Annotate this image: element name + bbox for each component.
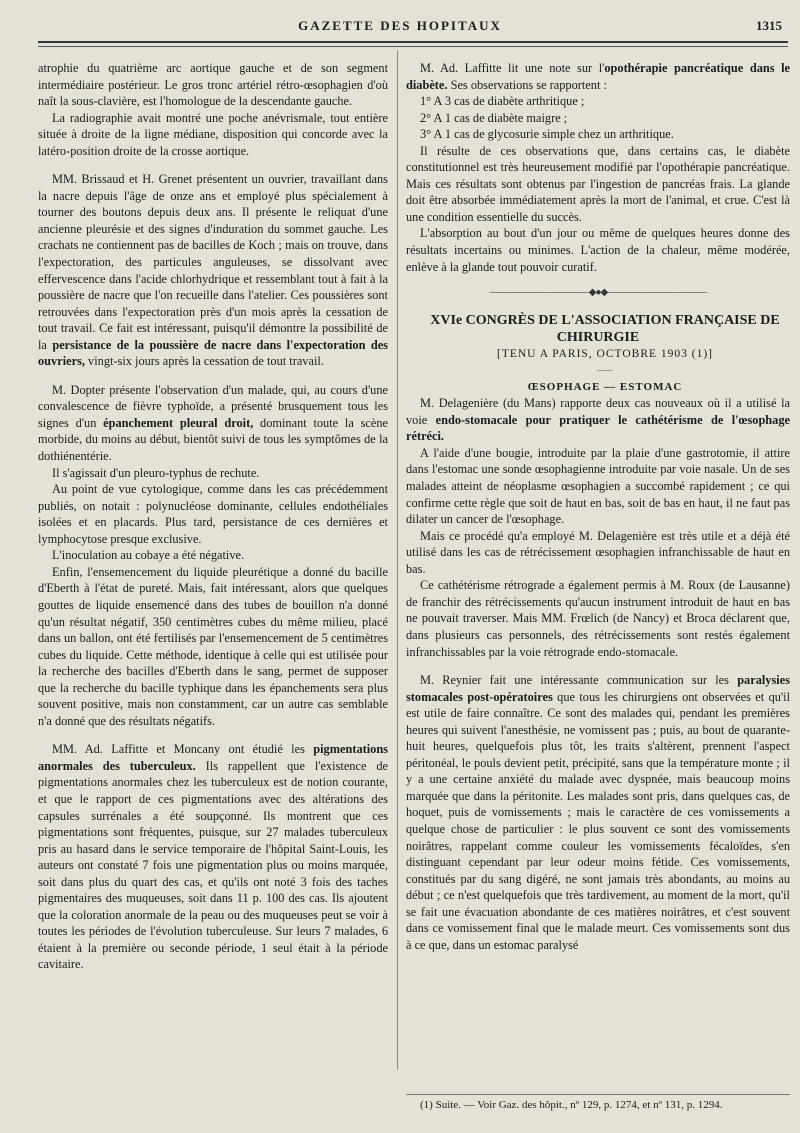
paragraph: Au point de vue cytologique, comme dans les cas précédemment publiés, on notait : polynucléose dominante, cellules endothéliales isolées et en placards. Plus tard, persistance de ces dernières et lymphocytose presque exclusive. bbox=[38, 482, 388, 546]
paragraph: A l'aide d'une bougie, introduite par la plaie d'une gastrotomie, il attire dans l'estomac une sonde œsophagienne introduite par voie nasale. Un de ses malades atteint de néoplasme œsophagien a succombé rapidement ; ce qui confirme cette règle que soit de haut en bas, soit de bas en haut, il ne faut pas dilater un cancer de l'œsophage. bbox=[406, 445, 790, 527]
header-rule bbox=[38, 41, 788, 43]
small-rule: —— bbox=[597, 365, 613, 375]
paragraph: Ce cathétérisme rétrograde a également permis à M. Roux (de Lausanne) de franchir des rétrécissements qu'aucun instrument introduit de haut en bas ne pouvait traverser. Mais MM. Frœlich (de Nancy) et Broca déclarent que, dans plusieurs cas personnels, des rétrécissements sont restés également infranchissables par la voie rétrograde endo-stomacale. bbox=[406, 578, 790, 659]
left-column bbox=[38, 60, 388, 973]
paragraph: L'absorption au bout d'un jour ou même de quelques heures donne des résultats incertains ou minimes. L'action de la chaleur, même modérée, enlève à la glande tout pouvoir curatif. bbox=[406, 226, 790, 274]
ornament-divider: ———————————◆●◆——————————— bbox=[489, 287, 707, 299]
section-subtitle: [TENU A PARIS, OCTOBRE 1903 (1)] bbox=[496, 347, 714, 360]
list-item: 2° A 1 cas de diabète maigre ; bbox=[420, 110, 568, 125]
paragraph: MM. Ad. Laffitte et Moncany ont étudié les pigmentations anormales des tuberculeux. Ils rappellent que l'existence de pigmentations anormales chez les tuberculeux est de notion courante, et que le rapport de ces pigmentations avec des altérations des capsules surrénales a été soupçonné. Ils montrent que ces pigmentations sont fréquentes, puisque, sur 27 malades tuberculeux pris au hasard dans le service temporaire de l'hôpital Saint-Louis, les auteurs ont constaté 7 fois une pigmentation plus ou moins marquée, soit dans plus du quart des cas, et qu'ils ont noté 3 fois des taches pigmentaires des muqueuses, soit dans 11 p. 100 des cas. Ils ajoutent que la coloration anormale de la peau ou des muqueuses peut se voir à toutes les périodes de l'évolution tuberculeuse. Sur leurs 7 malades, 6 étaient à la première ou seconde période, 1 seul était à la période cavitaire. bbox=[38, 742, 388, 972]
list-item: 1° A 3 cas de diabète arthritique ; bbox=[420, 94, 585, 109]
footnote-rule bbox=[406, 1094, 790, 1095]
running-title: GAZETTE DES HOPITAUX bbox=[298, 18, 502, 33]
subheading: ŒSOPHAGE — ESTOMAC bbox=[527, 380, 683, 393]
column-divider bbox=[397, 50, 398, 1070]
paragraph: L'inoculation au cobaye a été négative. bbox=[52, 548, 245, 563]
paragraph: M. Dopter présente l'observation d'un malade, qui, au cours d'une convalescence de fièvre typhoïde, a présenté brusquement tous les signes d'un épanchement pleural droit, dominant toute la scène morbide, du moins au début, bientôt suivi de tous les symptômes de la dothiénentérie. bbox=[38, 382, 388, 464]
paragraph: Enfin, l'ensemencement du liquide pleurétique a donné du bacille d'Eberth à l'état de pureté. Mais, fait intéressant, alors que quelques gouttes de liquide ensemencé dans des tubes de bouillon n'a donné qu'un résultat négatif, 350 centimètres cubes du même milieu, placé dans un ballon, ont été fertilisés par l'ensemencement de 5 centimètres cubes du liquide. Cette méthode, identique à celle qui est utilisée pour la recherche des bacilles d'Eberth dans le sang, permet de supposer que la recherche du bacille typhique dans les épanchements sera plus souvent positive, mais non constamment, car un autre cas semblable n'a donné que des résultats négatifs. bbox=[38, 564, 388, 728]
page-number: 1315 bbox=[756, 18, 782, 33]
list-item: 3° A 1 cas de glycosurie simple chez un arthritique. bbox=[420, 127, 674, 142]
section-title: XVIe CONGRÈS DE L'ASSOCIATION FRANÇAISE DE CHIRURGIE bbox=[430, 312, 780, 345]
paragraph: Il s'agissait d'un pleuro-typhus de rechute. bbox=[52, 465, 260, 480]
paragraph: Il résulte de ces observations que, dans certains cas, le diabète constitutionnel est très heureusement modifié par l'opothérapie pancréatique. Mais ces résultats sont obtenus par l'ingestion de pancréas frais. La glande doit être absorbée immédiatement après la mort de l'animal, et crue. C'est là une condition essentielle du succès. bbox=[406, 143, 790, 224]
paragraph: M. Ad. Laffitte lit une note sur l'opothérapie pancréatique dans le diabète. Ses observations se rapportent : bbox=[406, 61, 790, 92]
paragraph: MM. Brissaud et H. Grenet présentent un ouvrier, travaillant dans la nacre depuis l'âge de onze ans et employé plus spécialement à tourner des boutons depuis deux ans. Il présente le reliquat d'une ancienne pleurésie et des signes d'induration du sommet gauche. Les crachats ne contiennent pas de bacilles de Koch ; mais on trouve, dans l'expectoration, des particules anguleuses, se dissolvant avec effervescence dans l'acide chlorhydrique et ressemblant tout à fait à la poussière de nacre que l'on recueille dans l'atelier. Ces poussières sont retrouvées dans l'expectoration près d'un mois après la cessation de tout travail. Ce fait est intéressant, puisqu'il démontre la possibilité de la persistance de la poussière de nacre dans l'expectoration des ouvriers, vingt-six jours après la cessation de tout travail. bbox=[38, 172, 388, 369]
paragraph: Mais ce procédé qu'a employé M. Delagenière est très utile et a déjà été utilisé dans les cas de rétrécissement œsophagien infranchissable de haut en bas. bbox=[406, 528, 790, 576]
paragraph: M. Reynier fait une intéressante communication sur les paralysies stomacales post-opératoires que tous les chirurgiens ont observées et qu'il est utile de faire connaître. Ce sont des malades qui, pendant les premières heures qui suivent l'anesthésie, ne vomissent pas ; puis, au bout de quarante-huit heures, quelquefois plus tôt, les traits s'altèrent, prennent l'aspect péritonéal, le pouls devient petit, précipité, sans que la température monte ; il y a une certaine anxiété du malade avec dyspnée, mais beaucoup moins marquée que dans la péritonite. Les malades sont pris, dans quelques cas, de hoquet, puis de vomissements ; mais le caractère de ces vomissements a quelque chose de particulier : le plus souvent ce sont des vomissements noirâtres, rappelant comme couleur les vomissements fécaloïdes, s'en distinguant cependant par leur odeur moins fétide. Ces vomissements, constitués par du sang digéré, ne sont jamais très abondants, au moins au début ; ce n'est quelquefois que très tardivement, au moment de la mort, qu'il se fait une évacuation abondante de ces matières noirâtres, et c'est souvent dans ce vomissement final que le malade meurt. Ces vomissements sont dus à ce que, dans un estomac paralysé bbox=[406, 673, 790, 952]
right-column bbox=[406, 60, 790, 953]
header-rule-thin bbox=[38, 46, 788, 47]
paragraph: M. Delagenière (du Mans) rapporte deux cas nouveaux où il a utilisé la voie endo-stomacale pour pratiquer le cathétérisme de l'œsophage rétréci. bbox=[406, 396, 790, 444]
paragraph: atrophie du quatrième arc aortique gauche et de son segment intermédiaire postérieur. Le gros tronc artériel rétro-œsophagien d'où naît la sous-clavière, est l'homologue de la descendante gauche. bbox=[38, 61, 388, 109]
footnote: (1) Suite. — Voir Gaz. des hôpit., nº 129, p. 1274, et nº 131, p. 1294. bbox=[420, 1099, 723, 1111]
paragraph: La radiographie avait montré une poche anévrismale, tout entière située à droite de la ligne médiane, disposition qui concorde avec la latéro-position droite de la crosse aortique. bbox=[38, 110, 388, 158]
